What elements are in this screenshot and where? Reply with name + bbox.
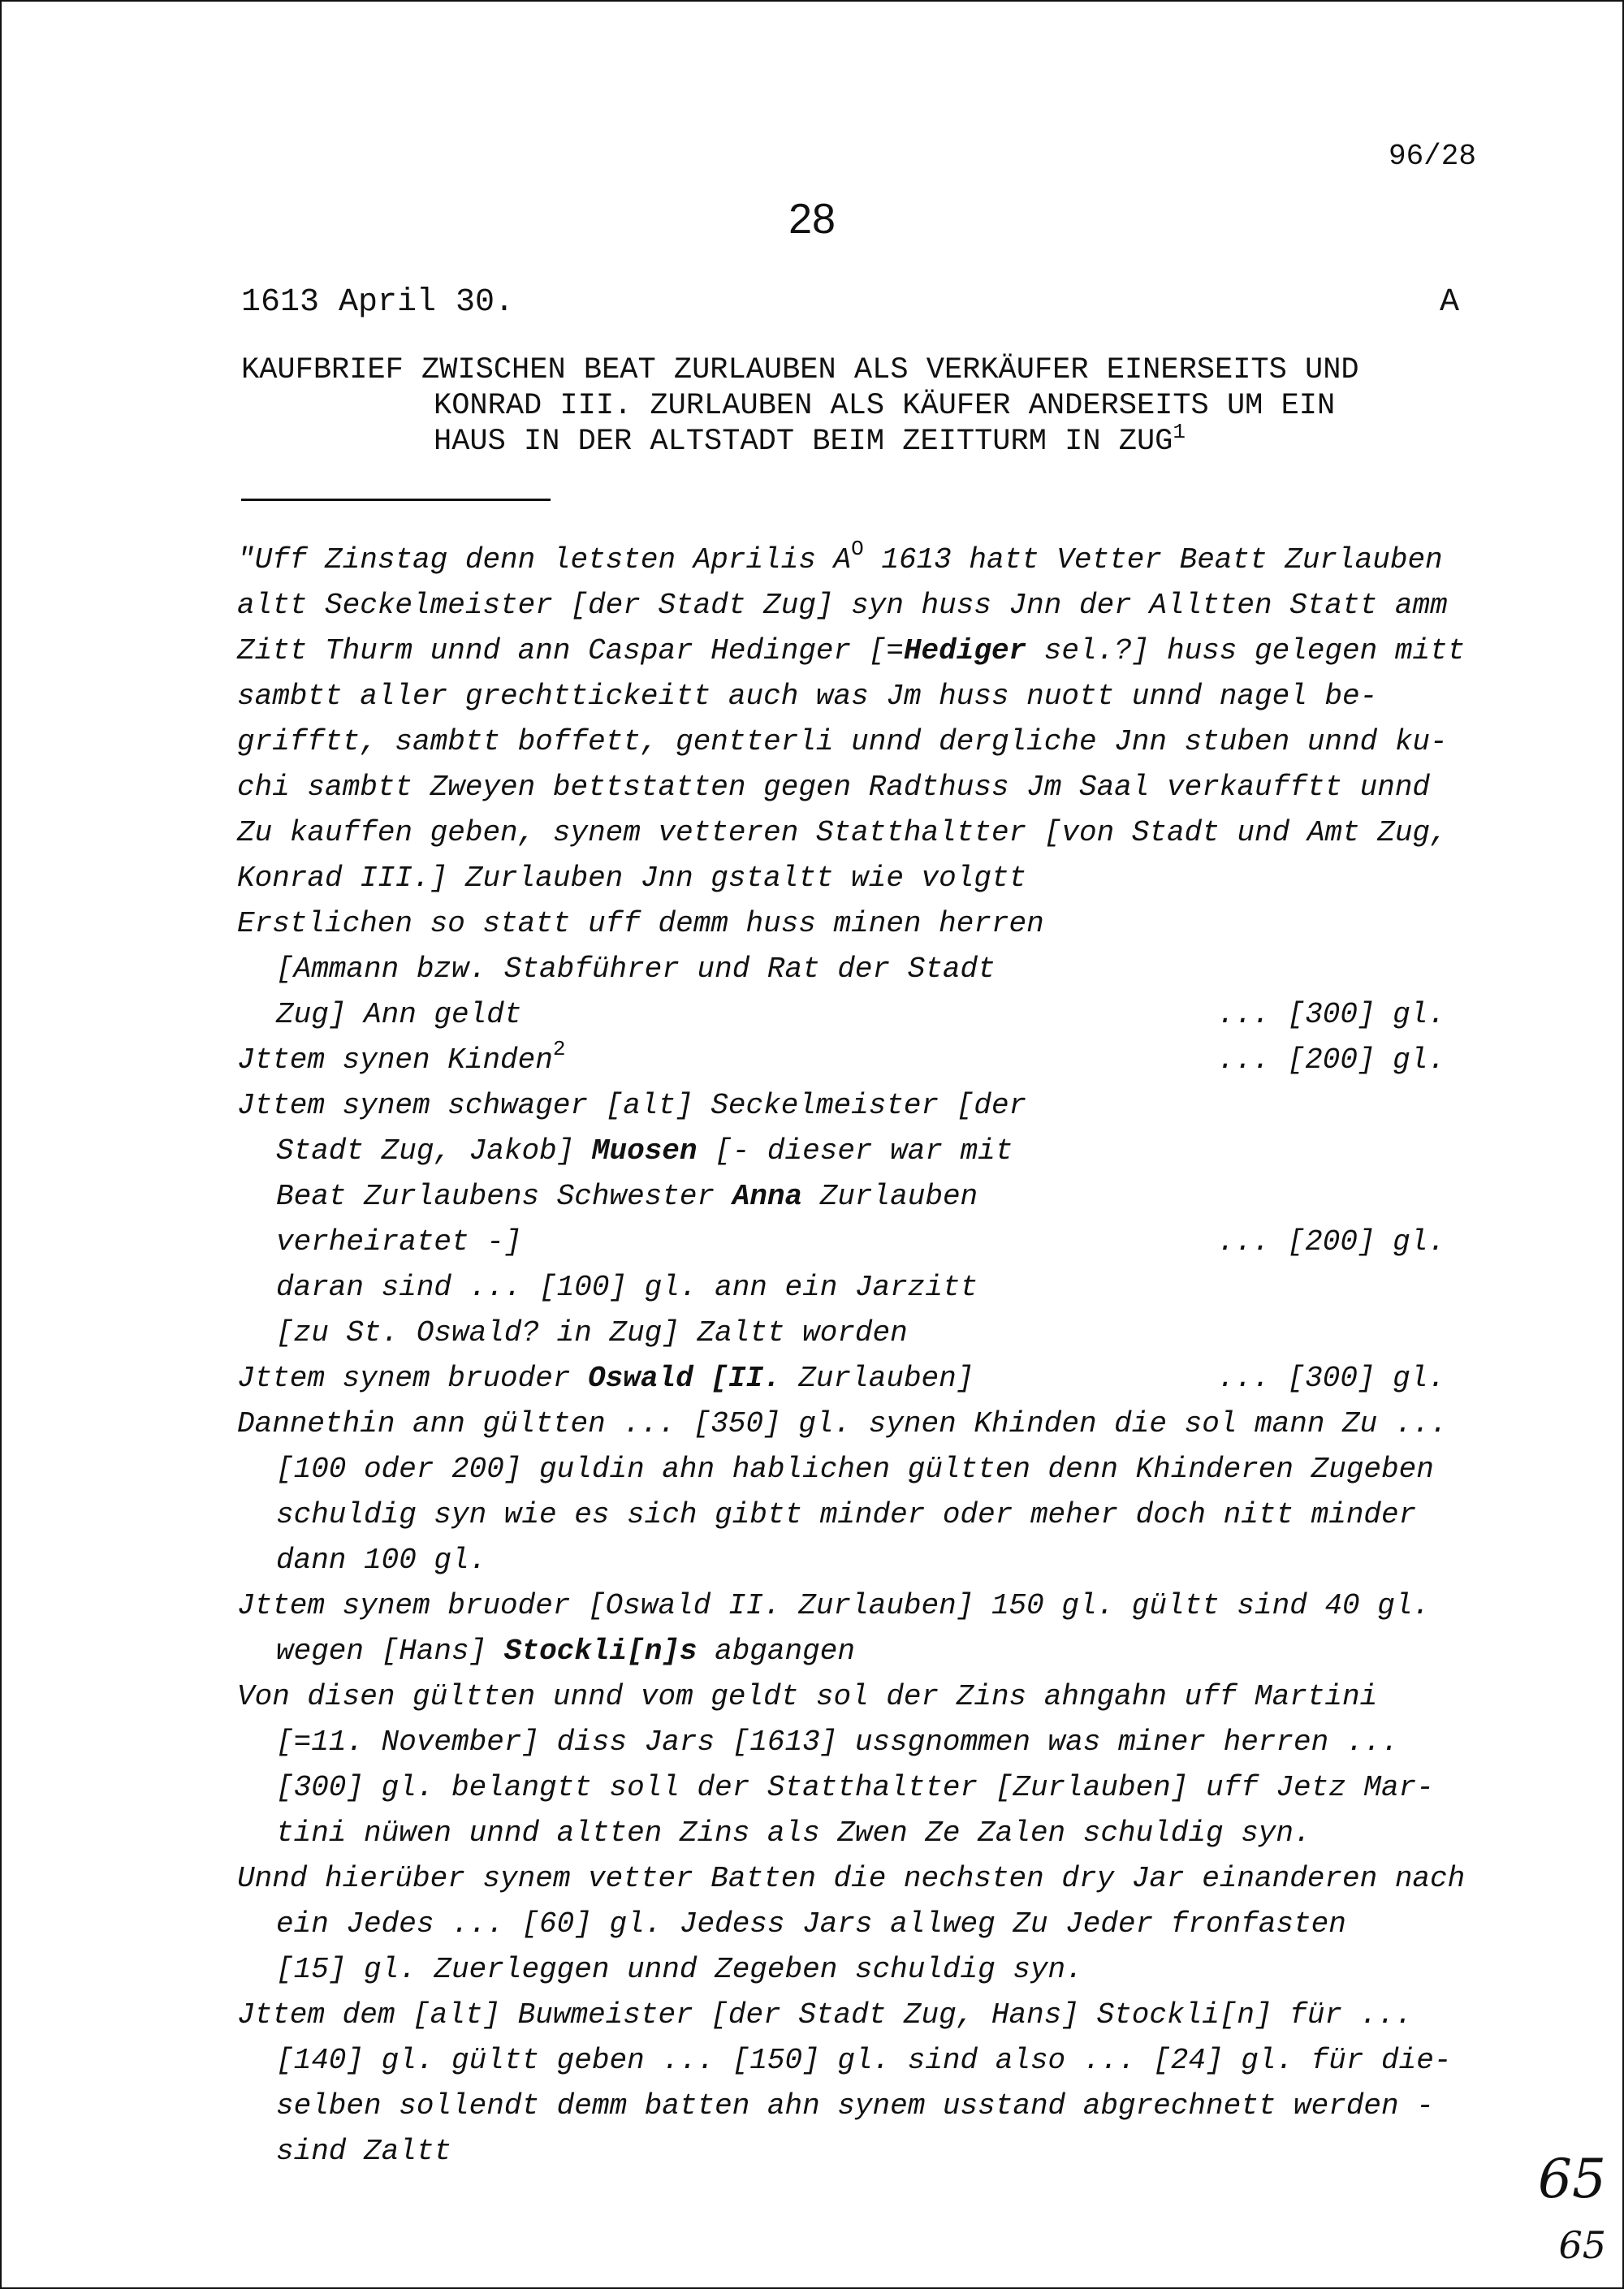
text-line bbox=[237, 1314, 1481, 1359]
text-line bbox=[237, 1037, 1481, 1086]
line-text: Erstlichen so statt uff demm huss minen herren bbox=[237, 907, 1044, 940]
line-text: Zitt Thurm unnd ann Caspar Hedinger [= bbox=[237, 634, 904, 667]
emphasized-name: Oswald [II. bbox=[588, 1362, 781, 1395]
line-text: Jttem synen Kinden bbox=[237, 1043, 553, 1077]
line-text: [Ammann bzw. Stabführer und Rat der Stadt bbox=[276, 952, 996, 986]
title-line-text: HAUS IN DER ALTSTADT BEIM ZEITTURM IN ZUG bbox=[434, 425, 1173, 459]
amount: ... [300] gl. bbox=[1217, 1362, 1445, 1395]
title-line: KONRAD III. ZURLAUBEN ALS KÄUFER ANDERSEITS UM EIN bbox=[434, 389, 1336, 423]
line-text: [zu St. Oswald? in Zug] Zaltt worden bbox=[276, 1316, 908, 1350]
text-line bbox=[237, 1450, 1481, 1496]
text-line bbox=[237, 586, 1481, 632]
text-line bbox=[237, 814, 1481, 859]
line-text: "Uff Zinstag denn letsten Aprilis A bbox=[237, 543, 852, 577]
emphasized-name: Anna bbox=[732, 1180, 803, 1213]
text-line bbox=[237, 1223, 1481, 1268]
text-line bbox=[237, 859, 1481, 905]
line-text: Zurlauben] bbox=[780, 1362, 974, 1395]
line-text: ein Jedes ... [60] gl. Jedess Jars allweg Zu Jeder fronfasten bbox=[276, 1907, 1346, 1941]
line-text: altt Seckelmeister [der Stadt Zug] syn huss Jnn der Alltten Statt amm bbox=[237, 589, 1448, 622]
line-text: chi sambtt Zweyen bettstatten gegen Radthuss Jm Saal verkaufftt unnd bbox=[237, 771, 1431, 804]
footnote-marker: 2 bbox=[552, 1037, 566, 1061]
emphasized-name: Stockli[n]s bbox=[503, 1635, 698, 1668]
line-text: sel.?] huss gelegen mitt bbox=[1026, 634, 1466, 667]
text-line bbox=[237, 768, 1481, 814]
line-text: abgangen bbox=[697, 1635, 855, 1668]
line-text: Zurlauben bbox=[802, 1180, 978, 1213]
line-text: [140] gl. gültt geben ... [150] gl. sind also ... [24] gl. für die- bbox=[276, 2044, 1452, 2077]
text-line bbox=[237, 1132, 1481, 1177]
emphasized-name: Muosen bbox=[591, 1134, 698, 1168]
amount: ... [200] gl. bbox=[1217, 1043, 1445, 1077]
text-line bbox=[237, 1359, 1481, 1405]
text-line bbox=[237, 2041, 1481, 2087]
text-line bbox=[237, 2087, 1481, 2132]
text-line bbox=[237, 995, 1481, 1041]
line-text: grifftt, sambtt boffett, gentterli unnd dergliche Jnn stuben unnd ku- bbox=[237, 725, 1448, 758]
line-text: [100 oder 200] guldin ahn hablichen gültten denn Khinderen Zugeben bbox=[276, 1453, 1434, 1486]
line-text: Von disen gültten unnd vom geldt sol der Zins ahngahn uff Martini bbox=[237, 1680, 1378, 1713]
text-line bbox=[237, 1859, 1481, 1905]
line-text: Zu kauffen geben, synem vetteren Statthaltter [von Stadt und Amt Zug, bbox=[237, 816, 1448, 849]
line-text: Dannethin ann gültten ... [350] gl. synen Khinden die sol mann Zu ... bbox=[237, 1407, 1448, 1440]
footnote-marker: O bbox=[851, 537, 864, 561]
text-line bbox=[237, 1587, 1481, 1632]
text-line bbox=[237, 723, 1481, 768]
title-line: KAUFBRIEF ZWISCHEN BEAT ZURLAUBEN ALS VERKÄUFER EINERSEITS UND bbox=[241, 353, 1359, 387]
line-text: Zug] Ann geldt bbox=[276, 998, 522, 1031]
line-text: sambtt aller grechttickeitt auch was Jm huss nuott unnd nagel be- bbox=[237, 680, 1378, 713]
title-line bbox=[241, 420, 1359, 460]
line-text: Jttem dem [alt] Buwmeister [der Stadt Zug, Hans] Stockli[n] für ... bbox=[237, 1998, 1413, 2032]
text-line bbox=[237, 905, 1481, 950]
document-letter: A bbox=[1439, 284, 1459, 321]
line-text: [300] gl. belangtt soll der Statthaltter [Zurlauben] uff Jetz Mar- bbox=[276, 1771, 1434, 1804]
document-number: 28 bbox=[788, 196, 836, 243]
amount: ... [200] gl. bbox=[1217, 1225, 1445, 1259]
text-line bbox=[237, 1814, 1481, 1859]
text-line bbox=[237, 2132, 1481, 2178]
text-line bbox=[237, 1950, 1481, 1996]
line-text: [=11. November] diss Jars [1613] ussgnommen was miner herren ... bbox=[276, 1725, 1399, 1759]
line-text: daran sind ... [100] gl. ann ein Jarzitt bbox=[276, 1271, 978, 1304]
line-text: Stadt Zug, Jakob] bbox=[276, 1134, 592, 1168]
line-text: schuldig syn wie es sich gibtt minder oder meher doch nitt minder bbox=[276, 1498, 1417, 1531]
text-line bbox=[237, 632, 1481, 677]
line-text: Beat Zurlaubens Schwester bbox=[276, 1180, 732, 1213]
line-text: verheiratet -] bbox=[276, 1225, 522, 1259]
document-title bbox=[241, 352, 1359, 460]
line-text: dann 100 gl. bbox=[276, 1544, 487, 1577]
line-text: [15] gl. Zuerleggen unnd Zegeben schuldig syn. bbox=[276, 1953, 1083, 1986]
line-text: Jttem synem bruoder bbox=[237, 1362, 589, 1395]
handwritten-page-number: 65 bbox=[1538, 2148, 1606, 2210]
line-text: 1613 hatt Vetter Beatt Zurlauben bbox=[863, 543, 1443, 577]
title-divider bbox=[241, 499, 551, 501]
emphasized-name: Hediger bbox=[903, 634, 1027, 667]
line-text: wegen [Hans] bbox=[276, 1635, 504, 1668]
amount: ... [300] gl. bbox=[1217, 998, 1445, 1031]
text-line bbox=[237, 1769, 1481, 1814]
text-line bbox=[237, 537, 1481, 586]
transcription-body bbox=[237, 537, 1481, 2178]
text-line bbox=[237, 1632, 1481, 1678]
text-line bbox=[237, 1086, 1481, 1132]
line-text: Unnd hierüber synem vetter Batten die nechsten dry Jar einanderen nach bbox=[237, 1862, 1466, 1895]
text-line bbox=[237, 1177, 1481, 1223]
line-text: sind Zaltt bbox=[276, 2135, 452, 2168]
text-line bbox=[237, 1541, 1481, 1587]
line-text: selben sollendt demm batten ahn synem usstand abgrechnett werden - bbox=[276, 2089, 1434, 2123]
line-text: Konrad III.] Zurlauben Jnn gstaltt wie volgtt bbox=[237, 862, 1027, 895]
handwritten-page-number: 65 bbox=[1558, 2223, 1606, 2267]
text-line bbox=[237, 950, 1481, 995]
text-line bbox=[237, 1678, 1481, 1723]
reference-number: 96/28 bbox=[1388, 140, 1476, 173]
document-date: 1613 April 30. bbox=[241, 284, 515, 321]
line-text: tini nüwen unnd altten Zins als Zwen Ze Zalen schuldig syn. bbox=[276, 1816, 1311, 1850]
line-text: [- dieser war mit bbox=[697, 1134, 1013, 1168]
text-line bbox=[237, 1905, 1481, 1950]
line-text: Jttem synem schwager [alt] Seckelmeister [der bbox=[237, 1089, 1027, 1122]
text-line bbox=[237, 1268, 1481, 1314]
text-line bbox=[237, 1496, 1481, 1541]
line-text: Jttem synem bruoder [Oswald II. Zurlauben] 150 gl. gültt sind 40 gl. bbox=[237, 1589, 1431, 1622]
text-line bbox=[237, 1405, 1481, 1450]
text-line bbox=[237, 1996, 1481, 2041]
text-line bbox=[237, 1723, 1481, 1769]
text-line bbox=[237, 677, 1481, 723]
footnote-marker: 1 bbox=[1173, 420, 1186, 444]
